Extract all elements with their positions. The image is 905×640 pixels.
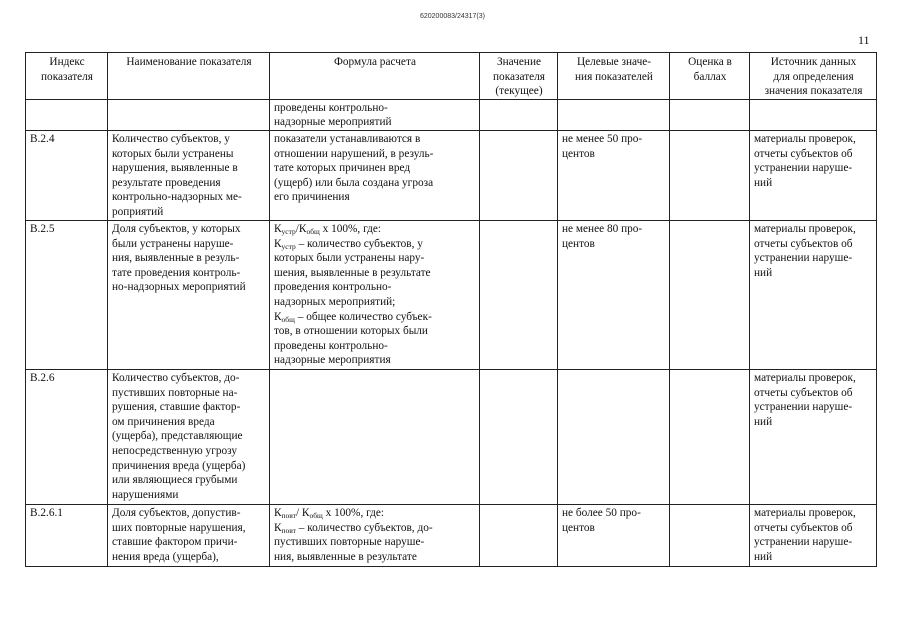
cell-score [670,369,750,504]
formula-text: х 100%, где: [322,506,385,519]
cell-current-value [480,99,558,130]
formula-line: проведены контрольно- надзорные мероприятий [274,101,392,129]
cell-score [670,130,750,220]
document-id: 620200083/24317(3) [419,13,485,20]
cell-source: материалы проверок, отчеты субъектов об устранении наруше- ний [750,220,877,369]
cell-index [26,99,108,130]
col-header-target: Целевые значе- ния показателей [558,53,670,100]
cell-name: Доля субъектов, допустив- ших повторные нарушения, ставшие фактором причи- нения вреда (ущерба), [108,504,270,566]
formula-line [274,310,476,368]
table-header-row [26,53,877,100]
formula-text: К [274,506,282,519]
formula-text: / К [295,506,310,519]
cell-current-value [480,220,558,369]
formula-line [274,521,476,565]
cell-current-value [480,130,558,220]
table-row [26,130,877,220]
cell-index: В.2.6 [26,369,108,504]
cell-target [558,369,670,504]
formula-line [274,222,476,237]
formula-subscript: устр [281,241,296,251]
formula-subscript: общ [309,510,323,520]
cell-index: В.2.5 [26,220,108,369]
cell-name: Количество субъектов, у которых были устранены нарушения, выявленные в результате проведения контрольно-надзорных ме- роприятий [108,130,270,220]
table-row [26,504,877,566]
cell-formula [270,130,480,220]
col-header-score: Оценка в баллах [670,53,750,100]
cell-name [108,99,270,130]
cell-target: не более 50 про- центов [558,504,670,566]
formula-text: /К [295,222,307,235]
cell-index: В.2.6.1 [26,504,108,566]
formula-text: – общее количество субъек- тов, в отношении которых были проведены контрольно- надзорные мероприятия [274,310,432,367]
cell-source: материалы проверок, отчеты субъектов об устранении наруше- ний [750,369,877,504]
formula-text: К [274,222,282,235]
cell-score [670,220,750,369]
cell-formula [270,504,480,566]
formula-line: показатели устанавливаются в отношении нарушений, в резуль- тате которых причинен вред (ущерб) или была создана угроза его причинения [274,132,434,204]
indicators-table [25,52,877,567]
page-number: 11 [858,33,870,47]
cell-score [670,99,750,130]
table-row [26,99,877,130]
col-header-current-value: Значение показателя (текущее) [480,53,558,100]
col-header-formula: Формула расчета [270,53,480,100]
cell-source: материалы проверок, отчеты субъектов об устранении наруше- ний [750,504,877,566]
cell-target: не менее 50 про- центов [558,130,670,220]
formula-line [274,506,476,521]
col-header-source: Источник данных для определения значения показателя [750,53,877,100]
table-row [26,369,877,504]
cell-source: материалы проверок, отчеты субъектов об устранении наруше- ний [750,130,877,220]
cell-name: Доля субъектов, у которых были устранены наруше- ния, выявленные в резуль- тате проведения контроль- но-надзорных мероприятий [108,220,270,369]
table-row [26,220,877,369]
cell-index: В.2.4 [26,130,108,220]
formula-text: К [274,521,282,534]
formula-subscript: устр [281,226,296,236]
cell-target [558,99,670,130]
cell-score [670,504,750,566]
cell-target: не менее 80 про- центов [558,220,670,369]
formula-text: К [274,237,282,250]
formula-text: – количество субъектов, до- пустивших повторные наруше- ния, выявленные в результате [274,521,433,563]
formula-subscript: повт [281,525,296,535]
formula-text: – количество субъектов, у которых были устранены нару- шения, выявленные в результате проведения контрольно- надзорных мероприятий; [274,237,431,308]
formula-line [274,237,476,310]
formula-subscript: общ [281,314,295,324]
formula-text: х 100%, где: [319,222,382,235]
cell-formula [270,99,480,130]
formula-text: К [274,310,282,323]
cell-formula [270,369,480,504]
cell-current-value [480,504,558,566]
col-header-name: Наименование показателя [108,53,270,100]
cell-current-value [480,369,558,504]
cell-name: Количество субъектов, до- пустивших повторные на- рушения, ставшие фактор- ом причинения вреда (ущерба), представляющие непосредственную угрозу причинения вреда (ущерба) или являющиеся грубыми нарушениями [108,369,270,504]
formula-subscript: общ [306,226,320,236]
cell-formula [270,220,480,369]
table-body [26,99,877,566]
formula-subscript: повт [281,510,296,520]
col-header-index: Индекс показателя [26,53,108,100]
cell-source [750,99,877,130]
